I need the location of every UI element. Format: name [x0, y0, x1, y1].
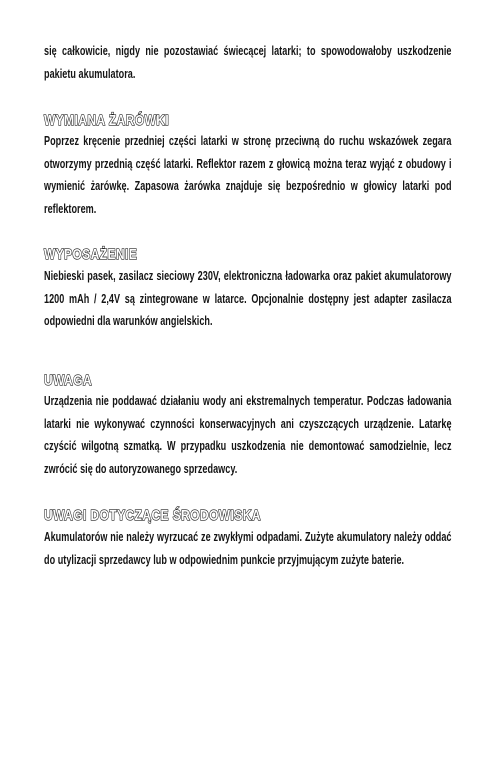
section-heading-bulb-replacement: WYMIANA ŻARÓWKI: [44, 113, 170, 129]
section-heading-environment: UWAGI DOTYCZĄCE ŚRODOWISKA: [44, 508, 261, 524]
section-heading-equipment: WYPOSAŻENIE: [44, 247, 138, 263]
intro-paragraph: się całkowicie, nigdy nie pozostawiać świecącej latarki; to spowodowałoby uszkodzenie pakietu akumulatora.: [44, 44, 452, 81]
section-text-caution: Urządzenia nie poddawać działaniu wody ani ekstremalnych temperatur. Podczas ładowania latarki nie wykonywać czynności konserwacyjnych ani czyszczących urządzenie. Latarkę czyścić wilgotną szmatką. W przypadku uszkodzenia nie demontować samodzielnie, lecz zwrócić się do autoryzowanego sprzedawcy.: [44, 394, 452, 476]
section-text-environment: Akumulatorów nie należy wyrzucać ze zwykłymi odpadami. Zużyte akumulatory należy oddać do utylizacji sprzedawcy lub w odpowiednim punkcie przyjmującym zużyte baterie.: [44, 530, 452, 567]
section-text-bulb-replacement: Poprzez kręcenie przedniej części latarki w stronę przeciwną do ruchu wskazówek zegara otworzymy przednią część latarki. Reflektor razem z głowicą można teraz wyjąć z obudowy i wymienić żarówkę. Zapasowa żarówka znajduje się bezpośrednio w głowicy latarki pod reflektorem.: [44, 134, 452, 216]
section-heading-caution: UWAGA: [44, 373, 93, 389]
section-text-equipment: Niebieski pasek, zasilacz sieciowy 230V, elektroniczna ładowarka oraz pakiet akumulatorowy 1200 mAh / 2,4V są zintegrowane w latarce. Opcjonalnie dostępny jest adapter zasilacza odpowiedni dla warunków angielskich.: [44, 269, 452, 329]
